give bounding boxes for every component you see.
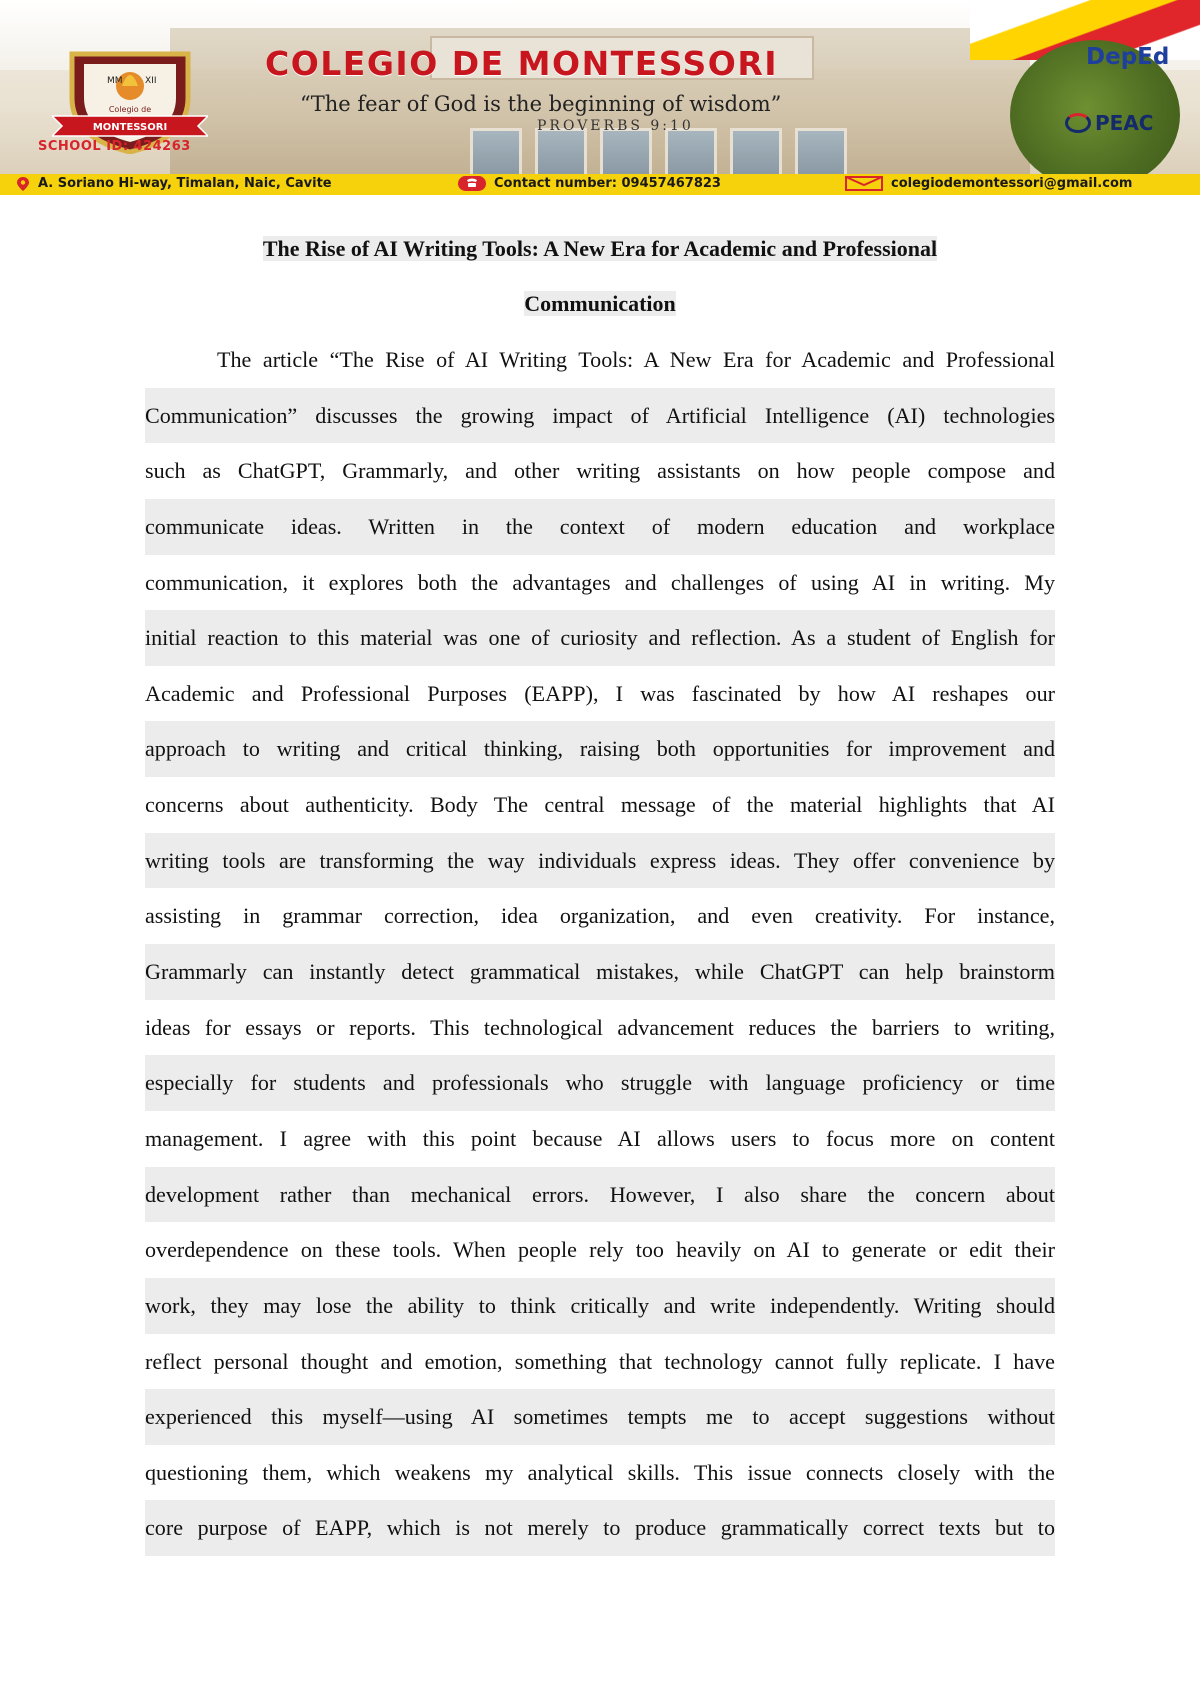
- title-line: Communication: [524, 291, 676, 316]
- body-line: Grammarly can instantly detect grammatical mistakes, while ChatGPT can help brainstorm: [145, 944, 1055, 1000]
- body-line: assisting in grammar correction, idea organization, and even creativity. For instance,: [145, 903, 1055, 929]
- school-email: colegiodemontessori@gmail.com: [891, 176, 1133, 191]
- contact-item: [458, 176, 721, 191]
- contact-number: Contact number: 09457467823: [494, 176, 721, 191]
- body-line: questioning them, which weakens my analytical skills. This issue connects closely with the: [145, 1459, 1055, 1485]
- svg-text:MM: MM: [107, 76, 123, 86]
- document-title: [145, 221, 1055, 331]
- body-line: initial reaction to this material was one of curiosity and reflection. As a student of English for: [145, 610, 1055, 666]
- school-id: SCHOOL ID: 424263: [38, 139, 191, 154]
- body-line: core purpose of EAPP, which is not merely to produce grammatically correct texts but to: [145, 1500, 1055, 1556]
- email-item: [845, 176, 1132, 191]
- building-window: [730, 128, 782, 178]
- location-pin-icon: [16, 177, 30, 191]
- school-seal-logo: [52, 46, 208, 154]
- body-line: communicate ideas. Written in the context of modern education and workplace: [145, 499, 1055, 555]
- title-line: The Rise of AI Writing Tools: A New Era for Academic and Professional: [262, 236, 938, 261]
- school-address: A. Soriano Hi-way, Timalan, Naic, Cavite: [38, 176, 332, 191]
- body-line: work, they may lose the ability to think critically and write independently. Writing should: [145, 1278, 1055, 1334]
- body-line: approach to writing and critical thinking, raising both opportunities for improvement and: [145, 721, 1055, 777]
- body-line: development rather than mechanical errors. However, I also share the concern about: [145, 1167, 1055, 1223]
- body-line: especially for students and professionals who struggle with language proficiency or time: [145, 1055, 1055, 1111]
- svg-text:Colegio de: Colegio de: [108, 105, 152, 114]
- letterhead-banner: [0, 0, 1200, 195]
- motto-verse: PROVERBS 9:10: [537, 118, 694, 134]
- peac-mark-icon: [1065, 113, 1091, 133]
- body-line: overdependence on these tools. When people rely too heavily on AI to generate or edit their: [145, 1237, 1055, 1263]
- body-line: concerns about authenticity. Body The central message of the material highlights that AI: [145, 792, 1055, 818]
- body-paragraph: [145, 332, 1055, 1556]
- deped-logo: DepEd: [1086, 44, 1170, 70]
- peac-logo: [1065, 112, 1153, 134]
- address-item: [16, 176, 332, 191]
- body-line: Communication” discusses the growing impact of Artificial Intelligence (AI) technologies: [145, 388, 1055, 444]
- school-motto: “The fear of God is the beginning of wisdom”: [300, 92, 782, 116]
- body-line: Academic and Professional Purposes (EAPP), I was fascinated by how AI reshapes our: [145, 680, 1055, 706]
- building-window: [600, 128, 652, 178]
- body-line: experienced this myself—using AI sometimes tempts me to accept suggestions without: [145, 1389, 1055, 1445]
- svg-text:XII: XII: [145, 76, 157, 86]
- body-line: ideas for essays or reports. This technological advancement reduces the barriers to writing,: [145, 1014, 1055, 1040]
- svg-text:MONTESSORI: MONTESSORI: [92, 122, 168, 133]
- building-window: [535, 128, 587, 178]
- building-window: [795, 128, 847, 178]
- body-line: The article “The Rise of AI Writing Tools: A New Era for Academic and Professional: [217, 347, 1055, 372]
- body-line: communication, it explores both the advantages and challenges of using AI in writing. My: [145, 569, 1055, 595]
- building-window: [665, 128, 717, 178]
- envelope-icon: [845, 176, 883, 191]
- peac-logo-text: PEAC: [1095, 111, 1154, 135]
- contact-info-bar: [0, 174, 1200, 195]
- school-name: COLEGIO DE MONTESSORI: [265, 44, 779, 83]
- body-line: management. I agree with this point because AI allows users to focus more on content: [145, 1125, 1055, 1151]
- building-window: [470, 128, 522, 178]
- phone-icon: [458, 176, 486, 191]
- body-line: such as ChatGPT, Grammarly, and other writing assistants on how people compose and: [145, 458, 1055, 484]
- body-line: writing tools are transforming the way individuals express ideas. They offer convenience by: [145, 833, 1055, 889]
- body-line: reflect personal thought and emotion, something that technology cannot fully replicate. I have: [145, 1348, 1055, 1374]
